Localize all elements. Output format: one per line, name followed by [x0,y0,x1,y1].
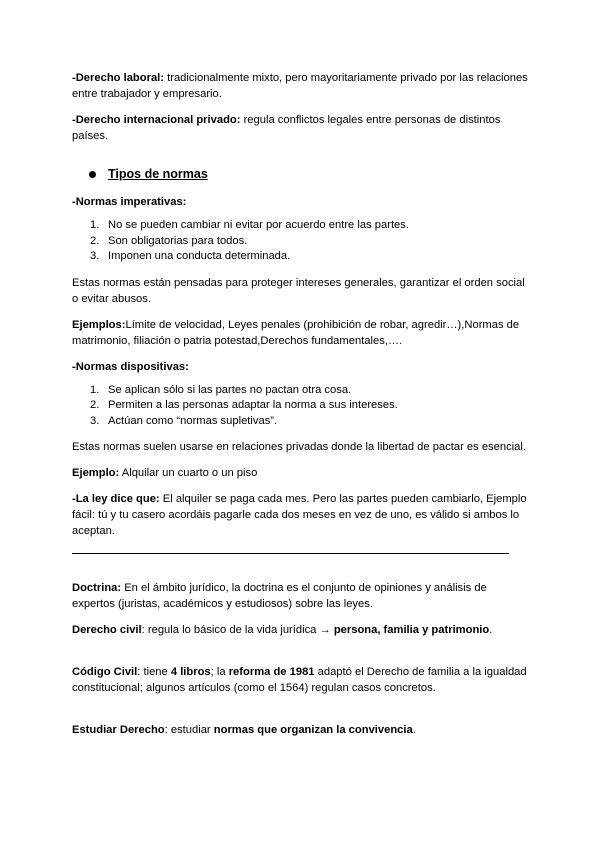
list-item [72,398,530,414]
list-item [72,218,530,234]
paragraph-ley-dice [72,491,530,539]
list-item [72,234,530,250]
paragraph-dispositivas-note: Estas normas suelen usarse en relaciones privadas donde la libertad de pactar es esencial. [72,441,526,453]
list-text: Permiten a las personas adaptar la norma a sus intereses. [108,399,398,411]
list-text: Se aplican sólo si las partes no pactan otra cosa. [108,383,352,396]
paragraph-derecho-internacional-privado [72,112,530,144]
paragraph-doctrina [72,580,530,612]
list-number: 3. [90,414,100,427]
term-label: Estudiar Derecho [72,724,165,736]
term-label: -Derecho internacional privado: [72,114,241,126]
bullet-icon [89,171,96,178]
list-text: Son obligatorias para todos. [108,234,248,247]
term-bold: persona, familia y patrimonio [333,624,490,636]
list-text: Actúan como “normas supletivas”. [108,414,278,427]
term-label: -La ley dice que: [72,493,160,505]
section-heading [72,166,530,182]
term-label: Derecho civil [72,624,142,636]
list-normas-dispositivas [72,383,530,430]
term-label: Doctrina: [72,582,122,594]
term-end: . [489,624,493,636]
term-text: adaptó el Derecho de familia a la igualdad constitucional; algunos artículos (como el 1564) regulan casos concretos. [72,666,527,694]
paragraph-imperativas-ejemplos [72,317,530,349]
list-number: 1. [90,383,100,396]
list-item [72,383,530,399]
subheading-normas-imperativas [72,194,530,210]
list-item [72,249,530,265]
paragraph-codigo-civil [72,664,530,696]
term-text: : tiene [137,666,171,678]
term-text: Límite de velocidad, Leyes penales (prohibición de robar, agredir…),Normas de matrimonio, filiación o patria potestad,Derechos fundamentales,…. [72,318,520,347]
list-item [72,414,530,430]
list-number: 2. [90,399,100,411]
term-bold: 4 libros [170,666,211,678]
term-label: Ejemplos: [72,318,126,331]
term-text: En el ámbito jurídico, la doctrina es el conjunto de opiniones y análisis de expertos (juristas, académicos y estudiosos) sobre las leyes. [72,582,487,610]
paragraph-imperativas-note: Estas normas están pensadas para proteger intereses generales, garantizar el orden social o evitar abusos. [72,276,525,305]
term-bold: normas que organizan la convivencia [213,724,413,736]
term-text: El alquiler se paga cada mes. Pero las partes pueden cambiarlo, Ejemplo fácil: tú y tu casero acordáis pagarle cada dos meses en vez de uno, es válido si ambos lo aceptan. [72,493,527,537]
term-text: : regula lo básico de la vida jurídica → [141,624,334,636]
horizontal-divider [72,553,509,554]
subheading-normas-dispositivas [72,359,530,375]
term-label: Código Civil [72,666,138,678]
section-heading-text: Tipos de normas [108,167,208,181]
paragraph-derecho-civil [72,622,530,638]
paragraph-estudiar-derecho [72,722,530,738]
subheading-text: -Normas imperativas: [72,196,187,208]
term-text: regula conflictos legales entre personas de distintos países. [72,114,501,142]
term-text: ; la [210,666,229,678]
document-page [72,70,530,738]
term-text: tradicionalmente mixto, pero mayoritariamente privado por las relaciones entre trabajador y empresario. [72,72,528,100]
term-bold: reforma de 1981 [228,666,315,678]
paragraph-derecho-laboral [72,70,530,102]
term-label: Ejemplo: [72,467,120,479]
list-number: 3. [90,250,100,262]
list-normas-imperativas [72,218,530,265]
list-number: 1. [90,219,100,231]
term-end: . [412,724,416,736]
term-label: -Derecho laboral: [72,72,165,84]
list-text: Imponen una conducta determinada. [108,250,291,262]
list-text: No se pueden cambiar ni evitar por acuerdo entre las partes. [108,219,409,231]
paragraph-dispositivas-ejemplo [72,465,530,481]
subheading-text: -Normas dispositivas: [72,360,189,373]
term-text: Alquilar un cuarto o un piso [119,467,258,479]
term-text: : estudiar [164,724,214,736]
list-number: 2. [90,234,100,247]
